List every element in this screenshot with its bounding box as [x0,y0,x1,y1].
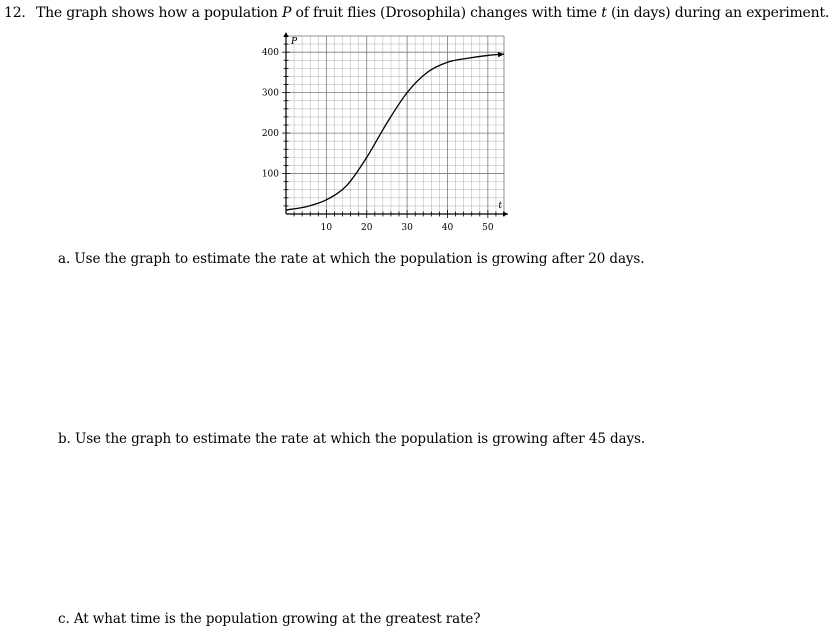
problem-text-3: (in days) during an experiment. [610,5,829,21]
question-c [58,611,480,627]
population-graph [250,30,515,239]
variable-t: t [601,5,607,21]
y-tick-label: 300 [261,88,279,99]
problem-statement [4,5,829,21]
question-b-label: b. [58,431,71,447]
variable-p: P [282,5,292,21]
x-tick-label: 20 [361,223,373,233]
population-chart-svg [250,30,515,235]
problem-text-1: The graph shows how a population [35,5,278,21]
x-tick-label: 10 [320,223,333,233]
question-c-label: c. [58,611,70,627]
question-b [58,431,645,447]
y-tick-label: 400 [261,48,279,59]
question-b-text: Use the graph to estimate the rate at which the population is growing after 45 days. [74,431,646,447]
x-tick-label: 50 [482,223,494,233]
question-a-text: Use the graph to estimate the rate at which the population is growing after 20 days. [74,251,645,267]
x-tick-label: 40 [441,223,454,233]
problem-text-2: of fruit flies (Drosophila) changes with time [295,5,597,21]
y-axis-label: P [291,37,298,47]
y-tick-label: 200 [261,129,279,140]
y-tick-label: 100 [261,169,279,180]
question-c-text: At what time is the population growing at the greatest rate? [73,611,481,627]
problem-number: 12. [4,5,26,21]
question-a [58,251,644,267]
curve-arrowhead [498,52,504,57]
x-axis-label: t [498,201,502,211]
population-curve [286,54,504,210]
question-a-label: a. [58,251,71,267]
x-tick-label: 30 [401,223,413,233]
